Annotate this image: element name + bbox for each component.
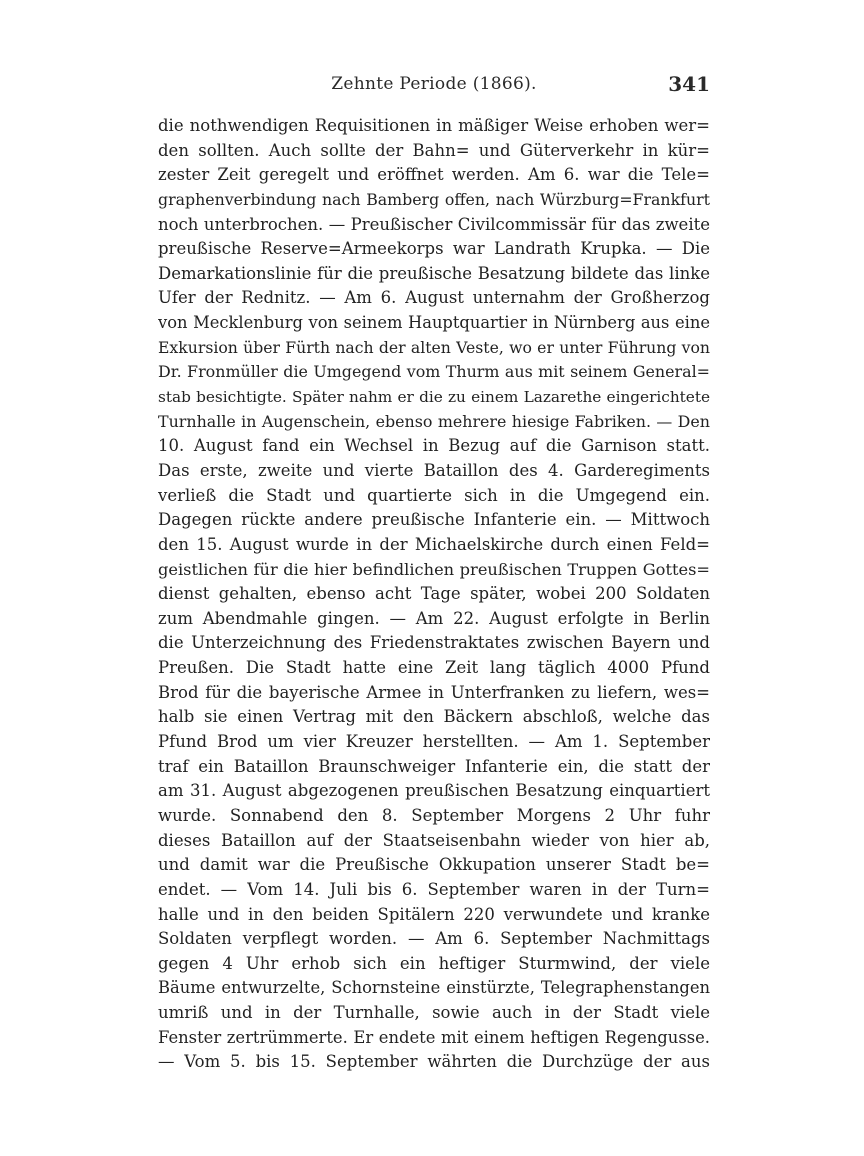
text-line: Demarkationslinie für die preußische Besatzung bildete das linke: [158, 263, 710, 283]
text-line: die Unterzeichnung des Friedenstraktates zwischen Bayern und: [158, 633, 710, 653]
text-line: gegen 4 Uhr erhob sich ein heftiger Sturmwind, der viele: [158, 953, 710, 973]
text-line: den 15. August wurde in der Michaelskirche durch einen Feld=: [158, 534, 710, 554]
text-line: Dr. Fronmüller die Umgegend vom Thurm aus mit seinem General=: [158, 362, 710, 382]
running-title: Zehnte Periode (1866).: [331, 74, 537, 94]
text-line: dieses Bataillon auf der Staatseisenbahn wieder von hier ab,: [158, 830, 710, 850]
text-line: Pfund Brod um vier Kreuzer herstellten. — Am 1. September: [158, 732, 710, 752]
text-line: am 31. August abgezogenen preußischen Besatzung einquartiert: [158, 781, 710, 801]
text-line: noch unterbrochen. — Preußischer Civilcommissär für das zweite: [158, 214, 710, 234]
text-line: von Mecklenburg von seinem Hauptquartier in Nürnberg aus eine: [158, 313, 710, 333]
text-line: preußische Reserve=Armeekorps war Landrath Krupka. — Die: [158, 239, 710, 259]
text-line: geistlichen für die hier befindlichen preußischen Truppen Gottes=: [158, 559, 710, 579]
text-line: Das erste, zweite und vierte Bataillon des 4. Garderegiments: [158, 460, 710, 480]
text-line: 10. August fand ein Wechsel in Bezug auf die Garnison statt.: [158, 436, 710, 456]
text-line: Dagegen rückte andere preußische Infanterie ein. — Mittwoch: [158, 510, 710, 530]
text-line: Ufer der Rednitz. — Am 6. August unternahm der Großherzog: [158, 288, 710, 308]
text-line: stab besichtigte. Später nahm er die zu einem Lazarethe eingerichtete: [158, 388, 710, 407]
text-line: halle und in den beiden Spitälern 220 verwundete und kranke: [158, 904, 710, 924]
page-number: 341: [668, 72, 710, 96]
text-line: zum Abendmahle gingen. — Am 22. August erfolgte in Berlin: [158, 608, 710, 628]
text-line: halb sie einen Vertrag mit den Bäckern abschloß, welche das: [158, 707, 710, 727]
text-line: Exkursion über Fürth nach der alten Veste, wo er unter Führung von: [158, 337, 710, 357]
text-line: — Vom 5. bis 15. September währten die Durchzüge der aus: [158, 1052, 710, 1072]
text-line: wurde. Sonnabend den 8. September Morgens 2 Uhr fuhr: [158, 805, 710, 825]
text-line: und damit war die Preußische Okkupation unserer Stadt be=: [158, 855, 710, 875]
text-line: verließ die Stadt und quartierte sich in die Umgegend ein.: [158, 485, 710, 505]
text-line: Bäume entwurzelte, Schornsteine einstürzte, Telegraphenstangen: [158, 978, 710, 998]
text-line: traf ein Bataillon Braunschweiger Infanterie ein, die statt der: [158, 756, 710, 776]
text-line: die nothwendigen Requisitionen in mäßiger Weise erhoben wer=: [158, 116, 710, 135]
text-line: zester Zeit geregelt und eröffnet werden. Am 6. war die Tele=: [158, 165, 710, 185]
body-text: [158, 114, 710, 1075]
text-line: Turnhalle in Augenschein, ebenso mehrere hiesige Fabriken. — Den: [158, 411, 710, 431]
text-line: Soldaten verpflegt worden. — Am 6. September Nachmittags: [158, 929, 710, 949]
text-line: endet. — Vom 14. Juli bis 6. September waren in der Turn=: [158, 879, 710, 899]
text-line: den sollten. Auch sollte der Bahn= und Güterverkehr in kür=: [158, 140, 710, 160]
text-line: Fenster zertrümmerte. Er endete mit einem heftigen Regengusse.: [158, 1027, 710, 1047]
running-header: [158, 72, 710, 102]
text-line: Brod für die bayerische Armee in Unterfranken zu liefern, wes=: [158, 682, 710, 702]
text-line: Preußen. Die Stadt hatte eine Zeit lang täglich 4000 Pfund: [158, 658, 710, 678]
text-line: graphenverbindung nach Bamberg offen, nach Würzburg=Frankfurt: [158, 189, 710, 209]
text-line: umriß und in der Turnhalle, sowie auch in der Stadt viele: [158, 1003, 710, 1023]
text-line: dienst gehalten, ebenso acht Tage später, wobei 200 Soldaten: [158, 584, 710, 604]
